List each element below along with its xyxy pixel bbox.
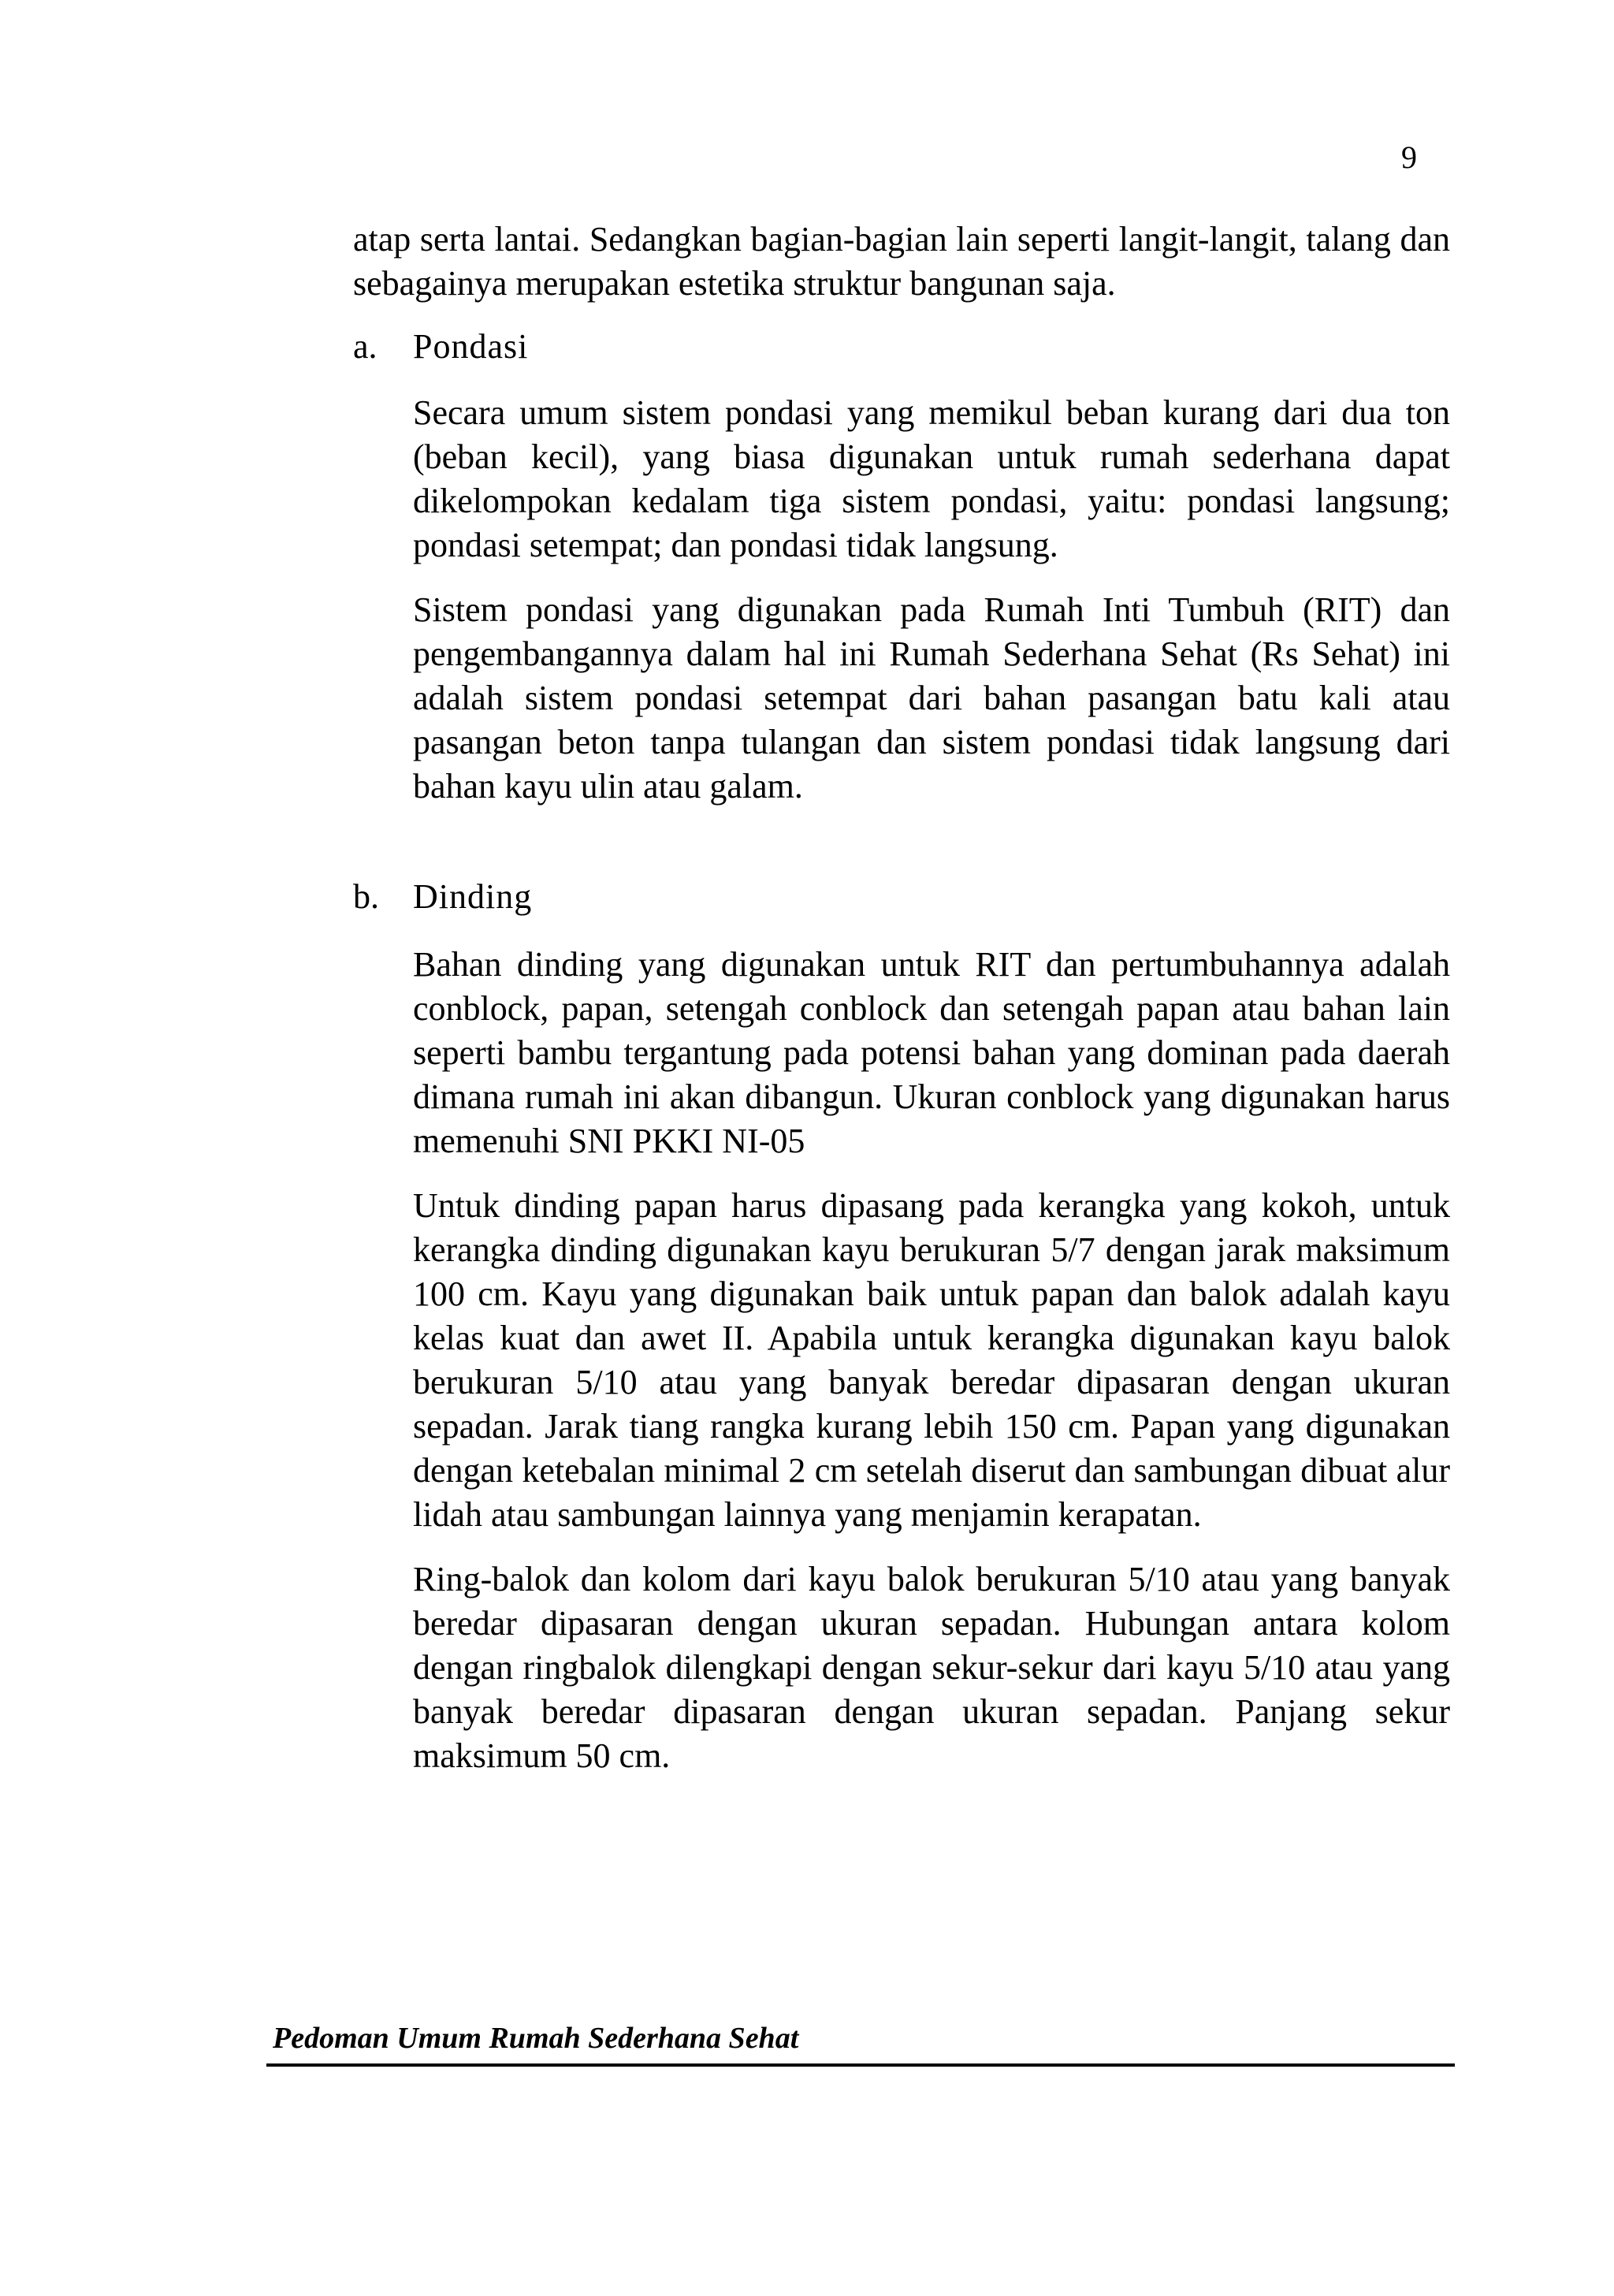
section-body xyxy=(413,391,1450,809)
section-heading xyxy=(353,325,1450,369)
footer-title: Pedoman Umum Rumah Sederhana Sehat xyxy=(273,2022,799,2055)
paragraph: Secara umum sistem pondasi yang memikul beban kurang dari dua ton (beban kecil), yang biasa digunakan untuk rumah sederhana dapat dikelompokan kedalam tiga sistem pondasi, yaitu: pondasi langsung; pondasi setempat; dan pondasi tidak langsung. xyxy=(413,393,1450,564)
paragraph: Bahan dinding yang digunakan untuk RIT dan pertumbuhannya adalah conblock, papan, setengah conblock dan setengah papan atau bahan lain seperti bambu tergantung pada potensi bahan yang dominan pada daerah dimana rumah ini akan dibangun. Ukuran conblock yang digunakan harus memenuhi SNI PKKI NI-05 xyxy=(413,945,1450,1160)
page-number: 9 xyxy=(1401,140,1417,175)
page-footer xyxy=(266,2021,1449,2067)
footer-rule xyxy=(266,2063,1455,2067)
section-letter: a. xyxy=(353,327,377,366)
section-title: Pondasi xyxy=(413,327,529,366)
section-title: Dinding xyxy=(413,877,533,916)
paragraph: Sistem pondasi yang digunakan pada Rumah Inti Tumbuh (RIT) dan pengembangannya dalam hal ini Rumah Sederhana Sehat (Rs Sehat) ini adalah sistem pondasi setempat dari bahan pasangan batu kali atau pasangan beton tanpa tulangan dan sistem pondasi tidak langsung dari bahan kayu ulin atau galam. xyxy=(413,590,1450,806)
section-dinding xyxy=(353,875,1450,1778)
section-body xyxy=(413,943,1450,1778)
intro-paragraph: atap serta lantai. Sedangkan bagian-bagian lain seperti langit-langit, talang dan sebagainya merupakan estetika struktur bangunan saja. xyxy=(353,220,1450,303)
section-letter: b. xyxy=(353,877,379,916)
document-body xyxy=(353,218,1450,1778)
paragraph: Untuk dinding papan harus dipasang pada kerangka yang kokoh, untuk kerangka dinding digunakan kayu berukuran 5/7 dengan jarak maksimum 100 cm. Kayu yang digunakan baik untuk papan dan balok adalah kayu kelas kuat dan awet II. Apabila untuk kerangka digunakan kayu balok berukuran 5/10 atau yang banyak beredar dipasaran dengan ukuran sepadan. Jarak tiang rangka kurang lebih 150 cm. Papan yang digunakan dengan ketebalan minimal 2 cm setelah diserut dan sambungan dibuat alur lidah atau sambungan lainnya yang menjamin kerapatan. xyxy=(413,1186,1450,1534)
section-heading xyxy=(353,875,1450,919)
paragraph: Ring-balok dan kolom dari kayu balok berukuran 5/10 atau yang banyak beredar dipasaran dengan ukuran sepadan. Hubungan antara kolom dengan ringbalok dilengkapi dengan sekur-sekur dari kayu 5/10 atau yang banyak beredar dipasaran dengan ukuran sepadan. Panjang sekur maksimum 50 cm. xyxy=(413,1560,1450,1775)
section-pondasi xyxy=(353,325,1450,809)
